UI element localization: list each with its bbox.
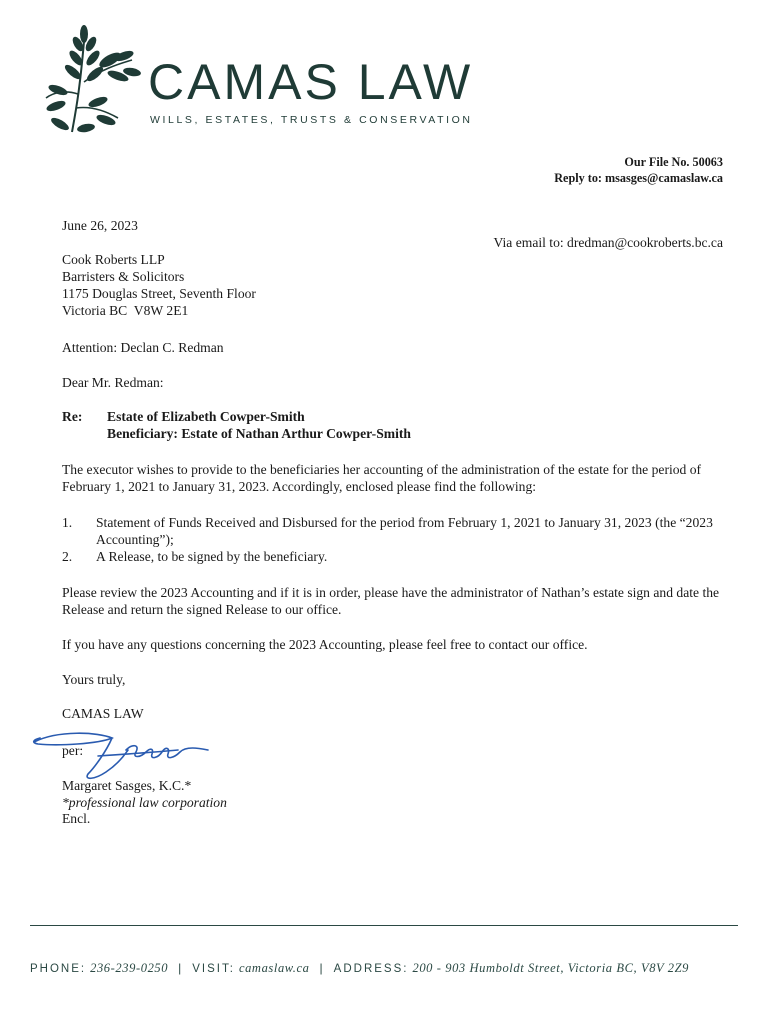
footer-separator: | (319, 961, 324, 975)
recipient-line: 1175 Douglas Street, Seventh Floor (62, 286, 256, 301)
signatory-name: Margaret Sasges, K.C.* (62, 778, 192, 793)
footer-phone: 236-239-0250 (90, 961, 169, 975)
body-paragraph-3: If you have any questions concerning the 2023 Accounting, please feel free to contact our office. (62, 637, 588, 652)
camas-flower-icon (40, 20, 146, 138)
footer-contact (30, 961, 689, 976)
re-block (62, 408, 722, 442)
footer-address-label: ADDRESS: (333, 963, 409, 975)
law-corporation-note: *professional law corporation (62, 795, 227, 810)
signature (28, 726, 216, 784)
footer-address: 200 - 903 Humboldt Street, Victoria BC, V8V 2Z9 (412, 961, 690, 975)
re-beneficiary: Beneficiary: Estate of Nathan Arthur Cowper-Smith (107, 426, 411, 441)
recipient-address (62, 251, 256, 319)
firm-name: CAMAS LAW (148, 54, 474, 110)
re-estate: Estate of Elizabeth Cowper-Smith (107, 409, 305, 424)
list-number: 2. (62, 549, 73, 564)
body-paragraph-2: Please review the 2023 Accounting and if it is in order, please have the administrator of Nathan’s estate sign and date the Release and return the signed Release to our office. (62, 585, 720, 617)
body-paragraph-1: The executor wishes to provide to the beneficiaries her accounting of the administration of the estate for the period of February 1, 2021 to January 31, 2023. Accordingly, enclosed please find the following: (62, 462, 702, 494)
letter-date: June 26, 2023 (62, 218, 138, 233)
attention-line: Attention: Declan C. Redman (62, 340, 224, 355)
list-text: A Release, to be signed by the beneficiary. (96, 549, 328, 564)
enclosure-note: Encl. (62, 811, 91, 826)
footer-website: camaslaw.ca (238, 961, 310, 975)
recipient-firm: Cook Roberts LLP (62, 252, 165, 267)
list-item (62, 514, 724, 548)
footer-visit-label: VISIT: (192, 963, 235, 975)
per-label: per: (62, 743, 84, 758)
via-email: Via email to: dredman@cookroberts.bc.ca (493, 235, 723, 250)
enclosure-list (62, 514, 724, 565)
valediction: Yours truly, (62, 672, 126, 687)
footer-separator: | (178, 961, 183, 975)
list-number: 1. (62, 515, 73, 530)
list-item (62, 548, 724, 565)
salutation: Dear Mr. Redman: (62, 375, 164, 390)
footer-phone-label: PHONE: (30, 963, 87, 975)
footer-divider (30, 925, 738, 926)
closing-firm: CAMAS LAW (62, 706, 144, 721)
recipient-line: Barristers & Solicitors (62, 269, 185, 284)
firm-tagline: WILLS, ESTATES, TRUSTS & CONSERVATION (150, 114, 473, 126)
re-label: Re: (62, 409, 83, 424)
reply-to: Reply to: msasges@camaslaw.ca (554, 171, 723, 185)
list-text: Statement of Funds Received and Disbursed for the period from February 1, 2021 to January 31, 2023 (the “2023 Accounting”); (96, 515, 713, 547)
recipient-line: Victoria BC V8W 2E1 (62, 303, 189, 318)
file-number: Our File No. 50063 (624, 155, 723, 169)
